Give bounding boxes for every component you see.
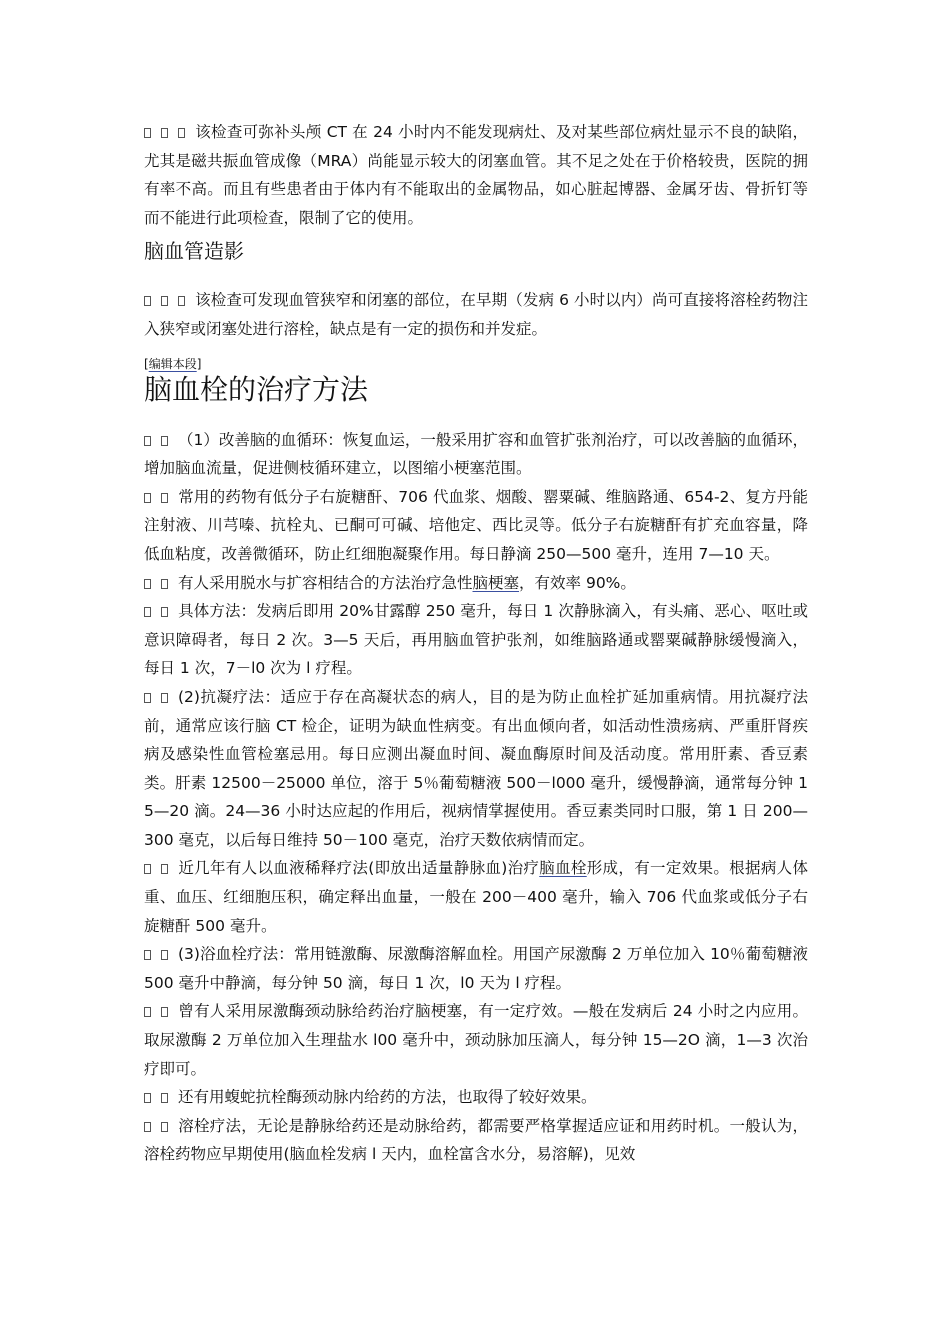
bullet-box-icon [144,436,151,446]
paragraph-text: 还有用蝮蛇抗栓酶颈动脉内给药的方法，也取得了较好效果。 [178,1088,597,1107]
paragraph-anticoagulation [144,683,808,855]
bullet-box-icon [144,128,151,138]
paragraph-text: ，有效率 90%。 [519,573,636,592]
bullet-box-icon [161,950,168,960]
paragraph-text: 常用的药物有低分子右旋糖酐、706 代血浆、烟酸、罂粟碱、维脑路通、654-2、复方丹能注射液、川芎嗪、抗栓丸、已酮可可碱、培他定、西比灵等。低分子右旋糖酐有扩充血容量，降低血粘度，改善微循环，防止红细胞凝聚作用。每日静滴 250—500 毫升，连用 7—10 天。 [144,487,808,563]
document-page [144,118,808,1169]
bullet-box-icon [144,296,151,306]
paragraph-text: (3)浴血栓疗法：常用链激酶、尿激酶溶解血栓。用国产尿激酶 2 万单位加入 10％葡萄糖液 500 毫升中静滴，每分钟 50 滴，每日 1 次，l0 天为 l 疗程。 [144,945,808,992]
bullet-box-icon [161,607,168,617]
bullet-box-icon [144,1122,151,1132]
paragraph-circulation [144,426,808,483]
bullet-box-icon [144,493,151,503]
bracket-open: [ [144,356,149,371]
paragraph-text: (2)抗凝疗法：适应于存在高凝状态的病人，目的是为防止血栓扩延加重病情。用抗凝疗法前，通常应该行脑 CT 检企，证明为缺血性病变。有出血倾向者，如活动性溃疡病、严重肝肾疾病及感染性血管检塞忌用。每日应测出凝血时间、凝血酶原时间及活动度。常用肝素、香豆素类。肝素 12500－25000 单位，溶于 5％葡萄糖液 500－l000 毫升，缓慢静滴，通常每分钟 15—20 滴。24—36 小时达应起的作用后，视病情掌握使用。香豆素类同时口服，第 1 日 200—300 毫克，以后每日维持 50－100 毫克，治疗天数依病情而定。 [144,687,808,849]
bullet-box-icon [144,693,151,703]
paragraph-method [144,597,808,683]
bullet-box-icon [161,128,168,138]
edit-section-button[interactable]: 编辑本段 [148,356,197,371]
paragraph-snake-venom [144,1083,808,1112]
bracket-close: ] [196,356,202,371]
edit-section-link [144,356,808,372]
bullet-box-icon [161,1122,168,1132]
bullet-box-icon [161,493,168,503]
paragraph-text: 该检查可弥补头颅 CT 在 24 小时内不能发现病灶、及对某些部位病灶显示不良的缺陷，尤其是磁共振血管成像（MRA）尚能显示较大的闭塞血管。其不足之处在于价格较贵，医院的拥有率不高。而且有些患者由于体内有不能取出的金属物品，如心脏起博器、金属牙齿、骨折钉等而不能进行此项检查，限制了它的使用。 [144,123,808,227]
bullet-box-icon [161,1093,168,1103]
paragraph-drugs [144,483,808,569]
link-cerebral-infarction[interactable]: 脑梗塞 [472,573,520,592]
paragraph-text: 有人采用脱水与扩容相结合的方法治疗急性 [178,573,473,592]
paragraph-urokinase [144,997,808,1083]
paragraph-dehydration [144,569,808,598]
paragraph-text: 具体方法：发病后即用 20%甘露醇 250 毫升，每日 1 次静脉滴入，有头痛、恶心、呕吐或意识障碍者，每日 2 次。3—5 天后，再用脑血管护张剂，如维脑路通或罂粟碱静脉缓慢滴入，每日 1 次，7－l0 次为 l 疗程。 [144,602,808,678]
paragraph-text: 该检查可发现血管狭窄和闭塞的部位，在早期（发病 6 小时以内）尚可直接将溶栓药物注入狭窄或闭塞处进行溶栓，缺点是有一定的损伤和并发症。 [144,291,808,338]
bullet-box-icon [161,579,168,589]
paragraph-text: 溶栓疗法，无论是静脉给药还是动脉给药，都需要严格掌握适应证和用药时机。一般认为，溶栓药物应早期使用(脑血栓发病 l 天内，血栓富含水分，易溶解)，见效 [144,1116,808,1164]
paragraph-angiography [144,286,808,343]
bullet-box-icon [144,950,151,960]
paragraph-mri [144,118,808,232]
bullet-box-icon [144,1007,151,1017]
bullet-box-icon [144,864,151,874]
bullet-box-icon [161,1007,168,1017]
paragraph-thrombolysis [144,940,808,997]
bullet-box-icon [161,864,168,874]
paragraph-text: （1）改善脑的血循环：恢复血运，一般采用扩容和血管扩张剂治疗，可以改善脑的血循环，增加脑血流量，促进侧枝循环建立，以图缩小梗塞范围。 [144,430,808,478]
section-heading-angiography: 脑血管造影 [144,239,244,264]
paragraph-text: 近几年有人以血液稀释疗法(即放出适量静脉血)治疗 [178,859,540,878]
bullet-box-icon [161,693,168,703]
bullet-box-icon [161,296,168,306]
bullet-box-icon [178,128,185,138]
paragraph-hemodilution [144,854,808,940]
bullet-box-icon [144,579,151,589]
paragraph-text: 曾有人采用尿激酶颈动脉给药治疗脑梗塞，有一定疗效。—般在发病后 24 小时之内应用。取尿激酶 2 万单位加入生理盐水 l00 毫升中，颈动脉加压滴人，每分钟 15—2O 滴，1—3 次治疗即可。 [144,1002,808,1078]
paragraph-text: 形成，有一定效果。根据病人体重、血压、红细胞压积，确定释出血量，一般在 200－400 毫升，输入 706 代血浆或低分子右旋糖酐 500 毫升。 [144,859,808,935]
link-cerebral-thrombosis[interactable]: 脑血栓 [539,859,587,878]
section-heading-treatment: 脑血栓的治疗方法 [144,372,369,406]
bullet-box-icon [161,436,168,446]
bullet-box-icon [144,607,151,617]
paragraph-timing [144,1112,808,1169]
bullet-box-icon [144,1093,151,1103]
bullet-box-icon [178,296,185,306]
